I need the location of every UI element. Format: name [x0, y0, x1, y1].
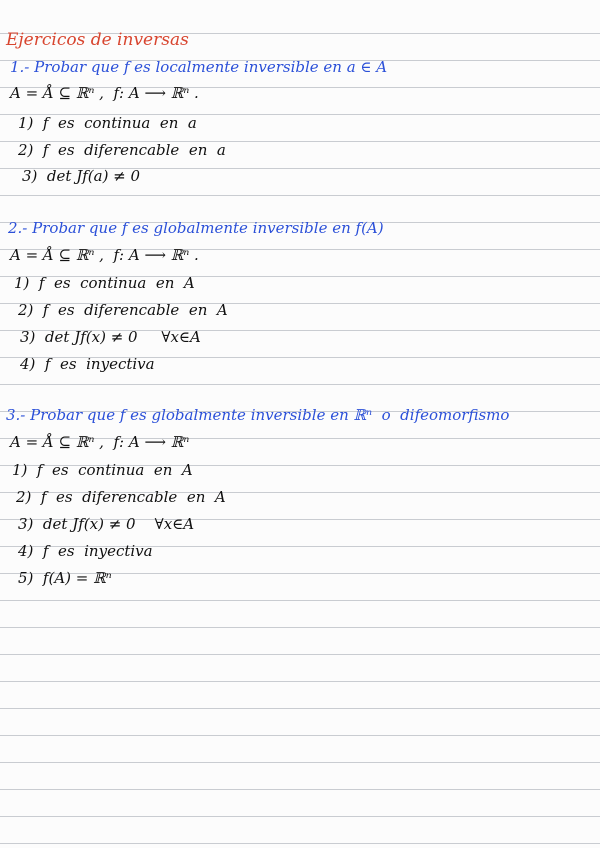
exercise-2-condition-2: 2) f es diferencable en A [18, 301, 228, 319]
exercise-3-heading: 3.- Probar que f es globalmente inversible en ℝⁿ o difeomorfismo [6, 406, 510, 424]
exercise-3-condition-1: 1) f es continua en A [12, 461, 193, 479]
exercise-2-condition-3: 3) det Jf(x) ≠ 0 ∀x∈A [20, 328, 201, 346]
exercise-2-premise: A = Å ⊆ ℝⁿ , f: A ⟶ ℝⁿ . [10, 246, 199, 264]
exercise-2-condition-4: 4) f es inyectiva [20, 355, 155, 373]
page-title: Ejercicos de inversas [6, 30, 189, 50]
exercise-2-condition-1: 1) f es continua en A [14, 274, 195, 292]
exercise-1-heading: 1.- Probar que f es localmente inversible en a ∈ A [10, 58, 388, 76]
exercise-1-premise: A = Å ⊆ ℝⁿ , f: A ⟶ ℝⁿ . [10, 84, 199, 102]
exercise-1-condition-3: 3) det Jf(a) ≠ 0 [22, 167, 141, 185]
exercise-1-condition-1: 1) f es continua en a [18, 114, 197, 132]
exercise-3-premise: A = Å ⊆ ℝⁿ , f: A ⟶ ℝⁿ [10, 433, 190, 451]
exercise-3-condition-4: 4) f es inyectiva [18, 542, 153, 560]
exercise-2-heading: 2.- Probar que f es globalmente inversible en f(A) [8, 219, 384, 237]
exercise-3-condition-5: 5) f(A) = ℝⁿ [18, 569, 112, 587]
exercise-1-condition-2: 2) f es diferencable en a [18, 141, 226, 159]
exercise-3-condition-3: 3) det Jf(x) ≠ 0 ∀x∈A [18, 515, 195, 533]
exercise-3-condition-2: 2) f es diferencable en A [16, 488, 226, 506]
